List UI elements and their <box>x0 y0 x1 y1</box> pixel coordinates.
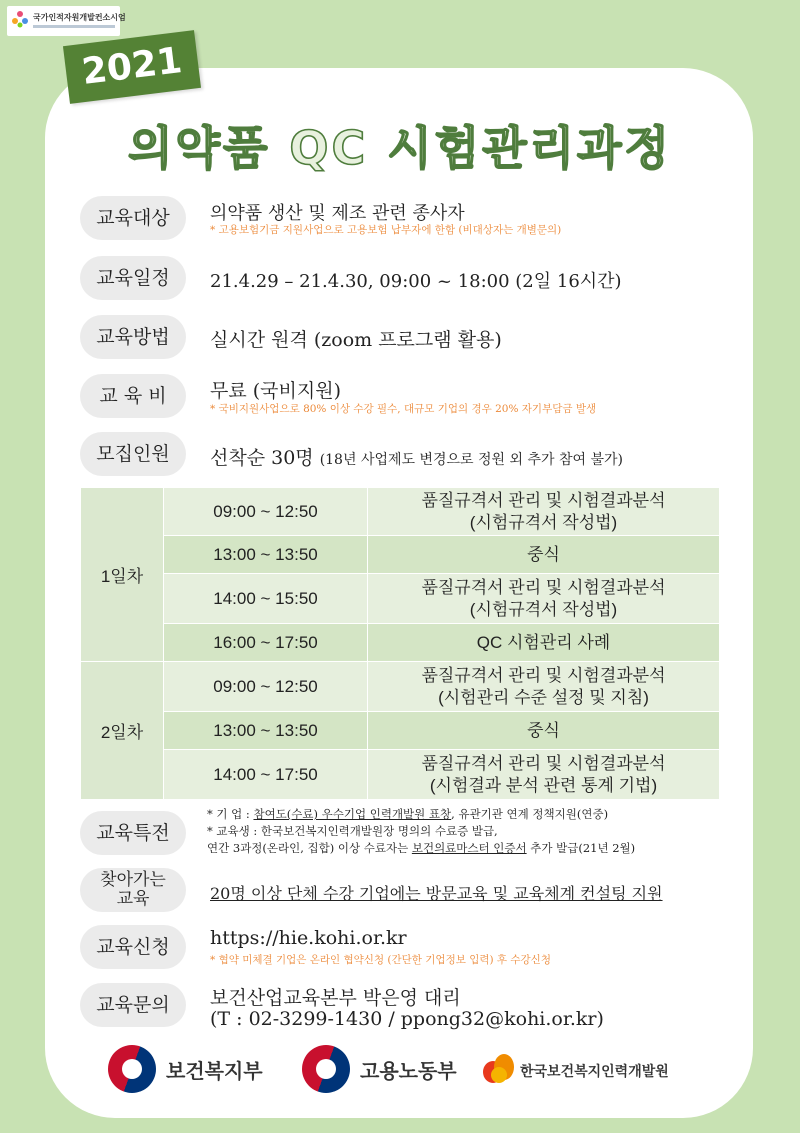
capacity-value <box>210 443 623 470</box>
apply-url[interactable]: https://hie.kohi.or.kr <box>210 927 407 949</box>
ministry-labor-logo-text: 고용노동부 <box>360 1059 457 1083</box>
kohi-flame-icon <box>482 1051 516 1085</box>
cost-label: 교 육 비 <box>80 374 186 418</box>
capacity-label: 모집인원 <box>80 432 186 476</box>
session-time: 09:00 ~ 12:50 <box>164 488 368 536</box>
schedule-table <box>80 487 720 800</box>
consortium-logo <box>7 6 126 36</box>
session-time: 14:00 ~ 17:50 <box>164 750 368 800</box>
table-row <box>81 536 720 574</box>
day1-label: 1일차 <box>81 488 164 662</box>
capacity-value-main: 선착순 30명 <box>210 447 314 469</box>
visiting-label: 찾아가는 교육 <box>80 868 186 912</box>
session-topic: 품질규격서 관리 및 시험결과분석 (시험결과 분석 관련 통계 기법) <box>368 750 720 800</box>
session-topic: 중식 <box>368 536 720 574</box>
session-topic: 중식 <box>368 712 720 750</box>
features-line-certificate: 연간 3과정(온라인, 집합) 이상 수료자는 보건의료마스터 인증서 추가 발급(21년 2월) <box>207 841 636 855</box>
kohi-logo-text: 한국보건복지인력개발원 <box>520 1064 669 1080</box>
capacity-value-note: (18년 사업제도 변경으로 정원 외 추가 참여 불가) <box>319 452 624 468</box>
table-row <box>81 624 720 662</box>
apply-note: * 협약 미체결 기업은 온라인 협약신청 (간단한 기업정보 입력) 후 수강신청 <box>210 954 551 966</box>
inquiry-contact-info: (T : 02-3299-1430 / ppong32@kohi.or.kr) <box>210 1008 604 1030</box>
table-row <box>81 750 720 800</box>
taeguk-emblem-icon <box>302 1045 350 1093</box>
inquiry-contact-name: 보건산업교육본부 박은영 대리 <box>210 987 461 1009</box>
consortium-logo-icon <box>11 10 29 28</box>
session-time: 16:00 ~ 17:50 <box>164 624 368 662</box>
schedule-value: 21.4.29 – 21.4.30, 09:00 ~ 18:00 (2일 16시간) <box>210 271 622 292</box>
ministry-health-logo-text: 보건복지부 <box>166 1059 263 1083</box>
inquiry-label: 교육문의 <box>80 983 186 1027</box>
session-topic: 품질규격서 관리 및 시험결과분석 (시험규격서 작성법) <box>368 574 720 624</box>
session-time: 13:00 ~ 13:50 <box>164 712 368 750</box>
visiting-value: 20명 이상 단체 수강 기업에는 방문교육 및 교육체계 컨설팅 지원 <box>210 884 663 903</box>
day2-label: 2일차 <box>81 662 164 800</box>
target-label: 교육대상 <box>80 196 186 240</box>
features-line-company: * 기 업 : 참여도(수료) 우수기업 인력개발원 표창, 유관기관 연계 정책지원(연중) <box>207 807 609 821</box>
table-row <box>81 574 720 624</box>
consortium-logo-title: 국가인적자원개발컨소시엄 <box>33 13 126 22</box>
method-label: 교육방법 <box>80 315 186 359</box>
table-row <box>81 488 720 536</box>
table-row <box>81 712 720 750</box>
table-row <box>81 662 720 712</box>
session-time: 09:00 ~ 12:50 <box>164 662 368 712</box>
page-title: 의약품 QC 시험관리과정 <box>128 121 672 175</box>
session-topic: 품질규격서 관리 및 시험결과분석 (시험규격서 작성법) <box>368 488 720 536</box>
cost-note: * 국비지원사업으로 80% 이상 수강 필수, 대규모 기업의 경우 20% 자기부담금 발생 <box>210 403 597 415</box>
year-tag: 2021 <box>63 30 201 104</box>
target-value: 의약품 생산 및 제조 관련 종사자 <box>210 203 465 224</box>
taeguk-emblem-icon <box>108 1045 156 1093</box>
features-label: 교육특전 <box>80 811 186 855</box>
cost-value: 무료 (국비지원) <box>210 380 341 402</box>
consortium-logo-subtitle-bar <box>33 25 115 28</box>
apply-label: 교육신청 <box>80 925 186 969</box>
features-line-student: * 교육생 : 한국보건복지인력개발원장 명의의 수료증 발급, <box>207 824 498 838</box>
method-value: 실시간 원격 (zoom 프로그램 활용) <box>210 329 502 351</box>
session-topic: 품질규격서 관리 및 시험결과분석 (시험관리 수준 설정 및 지침) <box>368 662 720 712</box>
schedule-label: 교육일정 <box>80 256 186 300</box>
session-time: 14:00 ~ 15:50 <box>164 574 368 624</box>
target-note: * 고용보험기금 지원사업으로 고용보험 납부자에 한함 (비대상자는 개별문의) <box>210 224 562 236</box>
session-time: 13:00 ~ 13:50 <box>164 536 368 574</box>
session-topic: QC 시험관리 사례 <box>368 624 720 662</box>
